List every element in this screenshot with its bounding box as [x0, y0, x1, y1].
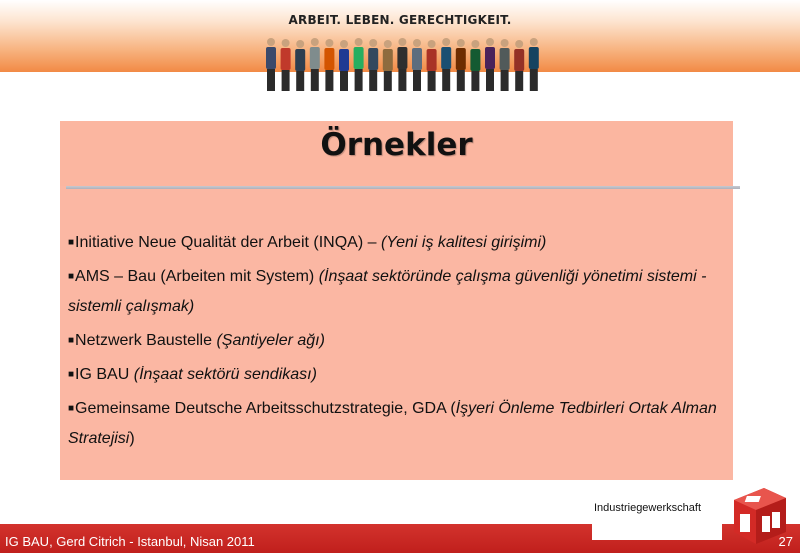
worker-head — [457, 39, 465, 47]
ig-bau-logo-icon — [724, 482, 790, 548]
worker-head — [501, 39, 509, 47]
worker-legs — [325, 70, 333, 91]
bullet-marker-icon: ■ — [68, 335, 75, 346]
worker-legs — [515, 71, 523, 91]
worker-head — [355, 38, 363, 46]
worker-body — [324, 48, 334, 70]
bullet-marker-icon: ■ — [68, 369, 75, 380]
worker-body — [397, 47, 407, 69]
bullet-text: Netzwerk Baustelle — [75, 332, 217, 349]
worker-legs — [413, 70, 421, 91]
worker-legs — [486, 69, 494, 91]
worker-head — [486, 38, 494, 46]
bullet-item — [68, 262, 728, 322]
workers-illustration — [263, 34, 548, 96]
worker-legs — [296, 71, 304, 91]
worker-body — [295, 49, 305, 71]
worker-body — [368, 48, 378, 70]
bullet-list — [68, 228, 728, 458]
worker-body — [441, 47, 451, 69]
worker-head — [413, 39, 421, 47]
union-name-line1: Industriegewerkschaft — [594, 502, 701, 514]
worker-legs — [355, 69, 363, 91]
worker-body — [500, 48, 510, 70]
bullet-marker-icon: ■ — [68, 403, 75, 414]
header-slogan: ARBEIT. LEBEN. GERECHTIGKEIT. — [288, 13, 512, 27]
worker-body — [354, 47, 364, 69]
worker-legs — [311, 69, 319, 91]
bullet-text: Gemeinsame Deutsche Arbeitsschutzstrategie, GDA ( — [75, 400, 456, 417]
worker-body — [427, 49, 437, 71]
worker-legs — [457, 70, 465, 91]
worker-body — [281, 48, 291, 70]
worker-head — [369, 39, 377, 47]
worker-legs — [282, 70, 290, 91]
worker-head — [325, 39, 333, 47]
worker-head — [398, 38, 406, 46]
worker-legs — [501, 70, 509, 91]
bullet-translation: (İnşaat sektörü sendikası) — [133, 366, 317, 383]
worker-body — [266, 47, 276, 69]
bullet-suffix: ) — [129, 430, 135, 447]
worker-body — [339, 49, 349, 71]
worker-head — [442, 38, 450, 46]
worker-body — [529, 47, 539, 69]
slide-title: Örnekler — [320, 127, 473, 163]
worker-body — [485, 47, 495, 69]
bullet-text: IG BAU — [75, 366, 134, 383]
worker-body — [310, 47, 320, 69]
worker-head — [428, 40, 436, 48]
worker-legs — [267, 69, 275, 91]
bullet-marker-icon: ■ — [68, 237, 75, 248]
worker-legs — [340, 71, 348, 91]
bullet-translation: (İnşaat sektöründe çalışma güvenliği yönetimi sistemi - sistemli çalışmak) — [68, 268, 707, 315]
union-name-line2: Bauen-Agrar-Umwelt — [594, 522, 704, 534]
worker-head — [311, 38, 319, 46]
worker-legs — [384, 71, 392, 91]
bullet-item — [68, 360, 728, 390]
worker-legs — [530, 69, 538, 91]
bullet-item — [68, 228, 728, 258]
worker-head — [471, 40, 479, 48]
worker-head — [282, 39, 290, 47]
page-number: 27 — [778, 534, 793, 549]
bullet-translation: (Yeni iş kalitesi girişimi) — [380, 234, 547, 251]
worker-head — [267, 38, 275, 46]
bullet-item — [68, 326, 728, 356]
worker-body — [412, 48, 422, 70]
footer-text: IG BAU, Gerd Citrich - Istanbul, Nisan 2011 — [5, 534, 255, 549]
worker-legs — [442, 69, 450, 91]
title-divider — [66, 186, 740, 189]
worker-body — [514, 49, 524, 71]
bullet-text: AMS – Bau (Arbeiten mit System) — [75, 268, 319, 285]
worker-head — [296, 40, 304, 48]
worker-legs — [428, 71, 436, 91]
bullet-marker-icon: ■ — [68, 271, 75, 282]
worker-body — [383, 49, 393, 71]
bullet-translation: (Şantiyeler ağı) — [216, 332, 325, 349]
bullet-item — [68, 394, 728, 454]
worker-legs — [369, 70, 377, 91]
worker-legs — [398, 69, 406, 91]
worker-head — [340, 40, 348, 48]
worker-body — [470, 49, 480, 71]
worker-head — [384, 40, 392, 48]
worker-body — [456, 48, 466, 70]
bullet-translation: İşyeri Önleme Tedbirleri Ortak Alman Stratejisi — [68, 400, 717, 447]
worker-head — [530, 38, 538, 46]
worker-head — [515, 40, 523, 48]
worker-legs — [471, 71, 479, 91]
bullet-text: Initiative Neue Qualität der Arbeit (INQA) – — [75, 234, 381, 251]
